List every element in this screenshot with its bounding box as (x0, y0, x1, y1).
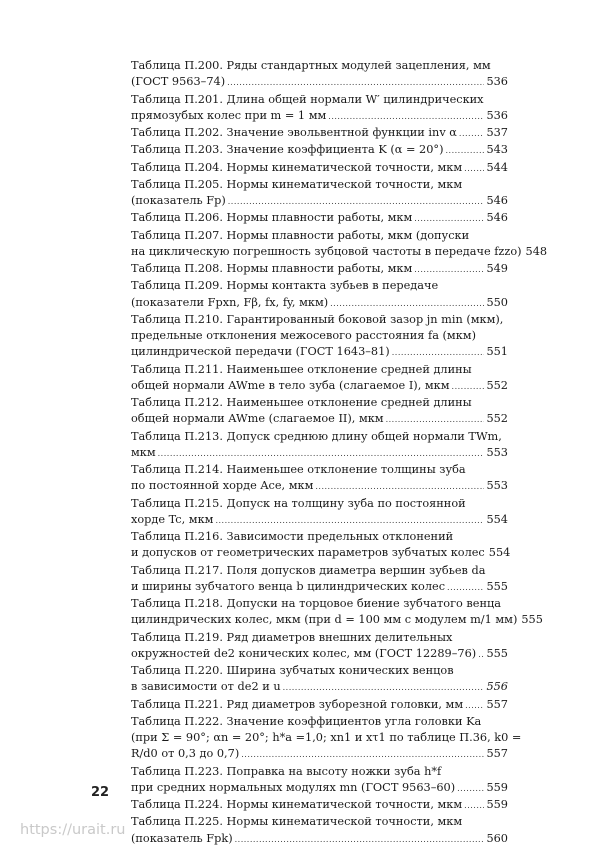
toc-entry-text: R/d0 от 0,3 до 0,7) (131, 747, 240, 761)
toc-entry-text: общей нормали AWme в тело зуба (слагаемое I), мкм (131, 378, 450, 392)
toc-entry-text: Таблица П.211. Наименьшее отклонение средней длины (131, 362, 472, 376)
toc-entry-text: (показатель Fp) (131, 194, 226, 207)
toc-entry-text: Таблица П.201. Длина общей нормали W′ цилиндрических (131, 92, 484, 106)
toc-entry-text: Таблица П.223. Поправка на высоту ножки зуба h*f (131, 764, 442, 778)
toc-entry (131, 814, 508, 848)
dot-leader (459, 126, 485, 142)
toc-entry-text: по постоянной хорде Ace, мкм (131, 479, 314, 493)
toc-entry (131, 125, 508, 142)
toc-entry (131, 496, 508, 530)
toc-entry-text: в зависимости от de2 и u (131, 680, 281, 694)
toc-entry (131, 429, 508, 463)
toc-entry (131, 210, 508, 227)
toc-entry-text: Таблица П.217. Поля допусков диаметра вершин зубьев da (131, 563, 486, 577)
toc-entry-text: Таблица П.216. Зависимости предельных отклонений (131, 530, 454, 543)
toc-entry-page: 559 (486, 780, 508, 794)
toc-entry-page: 557 (486, 697, 508, 711)
dot-leader (235, 832, 485, 848)
toc-entry-page: 549 (486, 262, 508, 275)
toc-entry (131, 362, 508, 396)
toc-entry-text: (показатели Fpxn, Fβ, fx, fy, мкм) (131, 295, 329, 309)
toc-entry-text: Таблица П.203. Значение коэффициента K (α = 20°) (131, 143, 444, 157)
toc-entry-page: 544 (486, 160, 508, 174)
toc-entry-text: Таблица П.224. Нормы кинематической точности, мкм (131, 798, 463, 811)
toc-entry-text: мкм (131, 445, 156, 459)
toc-entry-text: Таблица П.208. Нормы плавности работы, мкм (131, 262, 413, 275)
dot-leader (328, 109, 484, 125)
toc-entry-text: Таблица П.222. Значение коэффициентов угла головки Ka (131, 714, 482, 728)
toc-entry-text: (ГОСТ 9563–74) (131, 75, 226, 89)
toc-entry-text: Таблица П.220. Ширина зубчатых конических венцов (131, 664, 454, 677)
dot-leader (465, 698, 484, 714)
toc-entry (131, 596, 543, 630)
dot-leader (241, 747, 484, 763)
toc-entry (131, 462, 508, 496)
toc-entry-page: 553 (486, 445, 508, 459)
dot-leader (392, 345, 485, 361)
toc-entry-text: Таблица П.205. Нормы кинематической точности, мкм (131, 177, 463, 191)
toc-entry (131, 278, 508, 312)
toc-entry (131, 312, 508, 362)
toc-entry-page: 550 (486, 295, 508, 309)
toc-entry-text: Таблица П.210. Гарантированный боковой зазор jn min (мкм), (131, 312, 504, 326)
table-of-contents (131, 58, 548, 848)
toc-entry (131, 797, 508, 814)
toc-entry-text: цилиндрической передачи (ГОСТ 1643–81) (131, 345, 390, 359)
toc-entry-page: 537 (486, 126, 508, 139)
toc-entry-text: и ширины зубчатого венца b цилиндрических колес (131, 579, 446, 593)
toc-entry-page: 560 (486, 831, 508, 845)
dot-leader (315, 479, 484, 495)
toc-entry-page: 554 (486, 512, 508, 526)
toc-entry-text: цилиндрических колес, мкм (при d = 100 мм с модулем m/1 мм) (131, 613, 518, 627)
toc-entry (131, 58, 508, 92)
toc-entry-text: Таблица П.219. Ряд диаметров внешних делительных (131, 630, 453, 644)
dot-leader (464, 161, 484, 177)
toc-entry (131, 177, 508, 211)
toc-entry (131, 529, 511, 563)
toc-entry (131, 630, 508, 664)
toc-entry-text: общей нормали AWme (слагаемое II), мкм (131, 412, 384, 426)
dot-leader (414, 211, 484, 227)
toc-entry-page: 555 (486, 579, 508, 593)
toc-entry-page: 546 (486, 194, 508, 207)
toc-entry-text: Таблица П.204. Нормы кинематической точности, мкм (131, 160, 463, 174)
toc-entry-text: (показатель Fpk) (131, 831, 233, 845)
toc-entry-text: Таблица П.206. Нормы плавности работы, мкм (131, 211, 413, 225)
toc-entry-page: 554 (488, 546, 511, 560)
source-watermark: https://urait.ru (20, 822, 126, 838)
toc-entry-page: 548 (525, 244, 548, 258)
toc-entry-page: 559 (486, 798, 508, 811)
dot-leader (227, 75, 484, 91)
toc-entry-text: и допусков от геометрических параметров зубчатых колес (131, 546, 485, 560)
toc-entry-text: Таблица П.209. Нормы контакта зубьев в передаче (131, 279, 439, 293)
toc-entry-text: окружностей de2 конических колес, мм (ГОСТ 12289–76) (131, 646, 477, 660)
toc-entry-text: на циклическую погрешность зубцовой частоты в передаче fzzo) (131, 244, 522, 258)
toc-entry-page: 557 (486, 747, 508, 761)
toc-entry (131, 228, 548, 262)
toc-entry-text: прямозубых колес при m = 1 мм (131, 108, 327, 122)
toc-entry-text: Таблица П.207. Нормы плавности работы, мкм (допуски (131, 228, 470, 242)
toc-entry-text: хорде Tc, мкм (131, 512, 214, 526)
dot-leader (215, 513, 484, 529)
toc-entry-page: 536 (486, 75, 508, 89)
toc-entry-text: Таблица П.202. Значение эвольвентной функции inv α (131, 126, 457, 139)
dot-leader (386, 412, 485, 428)
toc-entry-page: 552 (486, 412, 508, 426)
toc-entry-text: Таблица П.215. Допуск на толщину зуба по постоянной (131, 496, 466, 510)
toc-entry-text: Таблица П.214. Наименьшее отклонение толщины зуба (131, 463, 466, 476)
toc-entry-page: 552 (486, 378, 508, 392)
dot-leader (228, 194, 485, 210)
toc-entry-page: 546 (486, 211, 508, 225)
toc-entry-page: 555 (521, 613, 543, 627)
toc-entry (131, 764, 508, 798)
toc-entry-text: Таблица П.212. Наименьшее отклонение средней длины (131, 396, 472, 409)
toc-entry-text: Таблица П.218. Допуски на торцовое биение зубчатого венца (131, 597, 501, 610)
toc-entry (131, 697, 508, 714)
dot-leader (464, 798, 484, 814)
toc-entry-text: (при Σ = 90°; αn = 20°; h*a =1,0; xn1 и xτ1 по таблице П.36, k0 = (131, 731, 522, 744)
toc-entry (131, 395, 508, 429)
toc-entry-text: при средних нормальных модулях mn (ГОСТ 9563–60) (131, 780, 456, 794)
toc-entry-text: Таблица П.200. Ряды стандартных модулей зацепления, мм (131, 59, 491, 72)
dot-leader (283, 680, 485, 696)
toc-entry (131, 92, 508, 126)
toc-entry (131, 160, 508, 177)
dot-leader (158, 446, 485, 462)
dot-leader (478, 647, 484, 663)
toc-entry (131, 663, 508, 697)
dot-leader (445, 143, 484, 159)
page-number: 22 (91, 785, 110, 800)
toc-entry-page: 543 (486, 143, 508, 157)
toc-entry (131, 261, 508, 278)
toc-entry-text: Таблица П.221. Ряд диаметров зуборезной головки, мм (131, 697, 464, 711)
dot-leader (457, 781, 484, 797)
toc-entry (131, 142, 508, 159)
toc-entry-page: 536 (486, 108, 508, 122)
dot-leader (330, 296, 484, 312)
toc-entry-text: Таблица П.213. Допуск среднюю длину общей нормали TWm, (131, 429, 502, 443)
toc-entry-page: 553 (486, 479, 508, 493)
toc-entry-page: 556 (486, 680, 508, 694)
dot-leader (452, 379, 485, 395)
dot-leader (447, 580, 484, 596)
toc-entry-page: 551 (486, 345, 508, 359)
toc-entry (131, 714, 522, 764)
toc-entry-page: 555 (486, 646, 508, 660)
dot-leader (414, 262, 484, 278)
toc-entry-text: предельные отклонения межосевого расстояния fa (мкм) (131, 329, 476, 342)
toc-entry-text: Таблица П.225. Нормы кинематической точности, мкм (131, 815, 463, 829)
toc-entry (131, 563, 508, 597)
